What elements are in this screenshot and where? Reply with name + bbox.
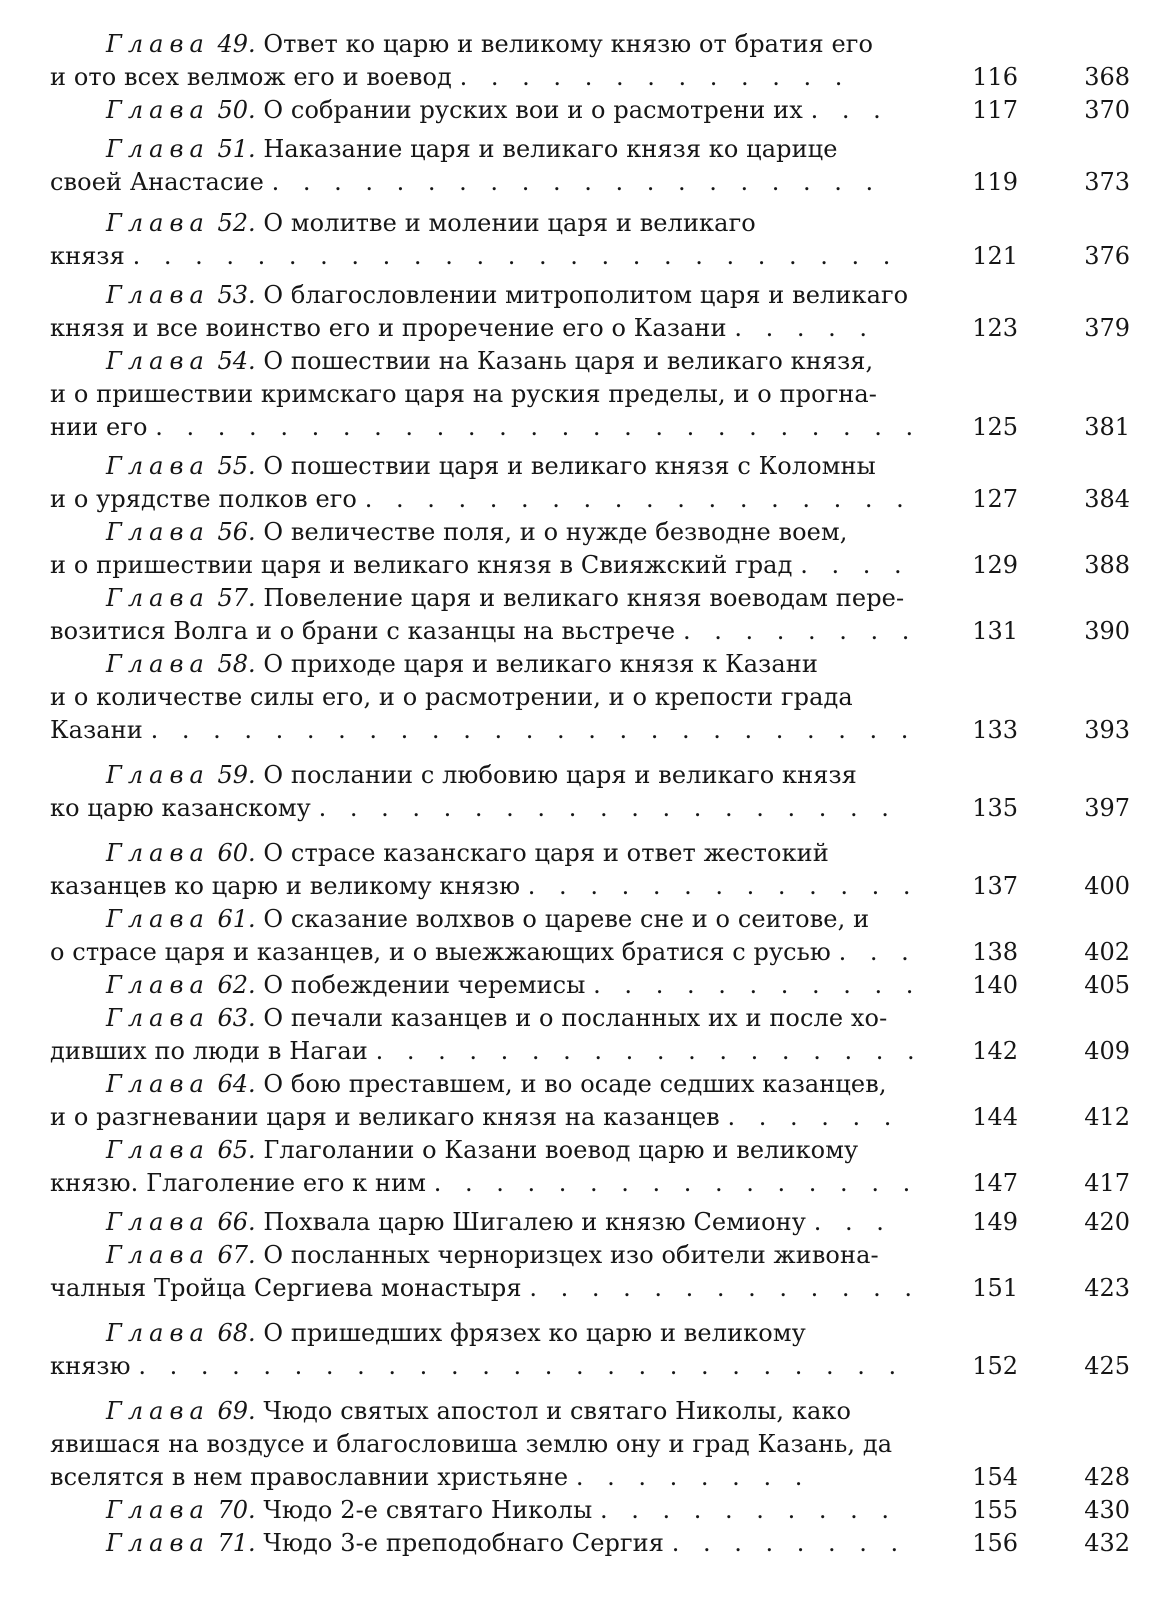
entry-title (50, 1239, 922, 1305)
entry-line (50, 1428, 922, 1461)
entry-title (50, 1527, 922, 1560)
chapter-number: 70. (217, 1496, 256, 1524)
chapter-label: Глава (106, 452, 210, 480)
entry-line (50, 1101, 922, 1134)
line-text: О посланных черноризцех изо обители живона- (263, 1241, 879, 1269)
dot-leader: . . . . . . . . (575, 1463, 811, 1491)
toc-entry (50, 1002, 1140, 1068)
page-number-primary: 155 (972, 1496, 1018, 1524)
chapter-label: Глава (106, 96, 210, 124)
entry-line (50, 648, 922, 681)
page-number-primary: 142 (972, 1037, 1018, 1065)
toc-entry (50, 837, 1140, 903)
page-number-primary: 144 (972, 1103, 1018, 1131)
page-number-primary: 154 (972, 1463, 1018, 1491)
entry-line (50, 516, 922, 549)
dot-leader: . . . . (800, 551, 910, 579)
toc-entry (50, 279, 1140, 345)
chapter-number: 58. (217, 650, 256, 678)
entry-line (50, 792, 922, 825)
line-text: Чюдо 3-е преподобнаго Сергия (263, 1529, 664, 1557)
line-text: своей Анастасие (50, 168, 264, 196)
chapter-number: 64. (217, 1070, 256, 1098)
toc-entry (50, 582, 1140, 648)
line-text: Повеление царя и великаго князя воеводам пере- (263, 584, 905, 612)
line-text: О бою преставшем, и во осаде седших казанцев, (263, 1070, 887, 1098)
entry-line (50, 1350, 922, 1383)
entry-title (50, 207, 922, 273)
page-number-primary: 116 (972, 63, 1018, 91)
page-number-secondary: 412 (1084, 1103, 1130, 1131)
chapter-label: Глава (106, 761, 210, 789)
toc-entry (50, 648, 1140, 747)
line-text: Глаголании о Казани воевод царю и великому (263, 1136, 859, 1164)
toc-entry (50, 450, 1140, 516)
page-number-primary: 123 (972, 314, 1018, 342)
entry-line (50, 837, 922, 870)
chapter-number: 62. (217, 971, 256, 999)
toc-entry (50, 1395, 1140, 1494)
line-text: нии его (50, 413, 148, 441)
toc-entry (50, 1527, 1140, 1560)
entry-line (50, 133, 922, 166)
page-number-primary: 119 (972, 168, 1018, 196)
chapter-label: Глава (106, 347, 210, 375)
line-text: О пришедших фрязех ко царю и великому (263, 1319, 806, 1347)
line-text: О благословлении митрополитом царя и великаго (263, 281, 909, 309)
chapter-label: Глава (106, 1319, 210, 1347)
line-text: О побеждении черемисы (263, 971, 586, 999)
line-text: О величестве поля, и о нужде безводне воем, (263, 518, 848, 546)
entry-title (50, 648, 922, 747)
page-number-primary: 129 (972, 551, 1018, 579)
entry-line (50, 1206, 922, 1239)
page-number-primary: 135 (972, 794, 1018, 822)
chapter-number: 57. (217, 584, 256, 612)
line-text: Ответ ко царю и великому князю от братия его (263, 30, 874, 58)
chapter-number: 54. (217, 347, 256, 375)
entry-line (50, 549, 922, 582)
entry-line (50, 759, 922, 792)
dot-leader: . . . (810, 96, 889, 124)
entry-line (50, 903, 922, 936)
page-number-secondary: 370 (1084, 96, 1130, 124)
chapter-label: Глава (106, 1208, 210, 1236)
dot-leader: . . . (838, 938, 917, 966)
page-number-secondary: 420 (1084, 1208, 1130, 1236)
line-text: О послании с любовию царя и великаго князя (263, 761, 857, 789)
entry-line (50, 483, 922, 516)
entry-title (50, 133, 922, 199)
page-number-secondary: 390 (1084, 617, 1130, 645)
line-text: О пошествии царя и великаго князя с Коломны (263, 452, 876, 480)
toc-entry (50, 903, 1140, 969)
entry-title (50, 1317, 922, 1383)
line-text: О приходе царя и великаго князя к Казани (263, 650, 818, 678)
chapter-number: 51. (217, 135, 256, 163)
page-number-primary: 137 (972, 872, 1018, 900)
entry-line (50, 1461, 922, 1494)
dot-leader: . . . . . . . . . . . . . (459, 63, 851, 91)
line-text: явишася на воздусе и благословиша землю ону и град Казань, да (50, 1430, 893, 1458)
dot-leader: . . . . . . . . . . . . . . . . . . (375, 1037, 923, 1065)
entry-line (50, 714, 922, 747)
entry-line (50, 345, 922, 378)
page-number-primary: 149 (972, 1208, 1018, 1236)
entry-line (50, 582, 922, 615)
entry-line (50, 1167, 922, 1200)
entry-line (50, 378, 922, 411)
chapter-label: Глава (106, 905, 210, 933)
toc-entry (50, 28, 1140, 94)
line-text: О печали казанцев и о посланных их и после хо- (263, 1004, 888, 1032)
toc-entry (50, 1134, 1140, 1200)
line-text: и о пришествии царя и великаго князя в Свияжский град (50, 551, 793, 579)
entry-line (50, 411, 922, 444)
chapter-number: 60. (217, 839, 256, 867)
page-number-primary: 140 (972, 971, 1018, 999)
chapter-label: Глава (106, 30, 210, 58)
chapter-label: Глава (106, 1397, 210, 1425)
page-number-secondary: 425 (1084, 1352, 1130, 1380)
line-text: возитися Волга и о брани с казанцы на вьстрече (50, 617, 676, 645)
line-text: чалныя Тройца Сергиева монастыря (50, 1274, 522, 1302)
dot-leader: . . . . . . . . . . . . . . . . . . . (318, 794, 897, 822)
entry-line (50, 1239, 922, 1272)
entry-title (50, 969, 922, 1002)
chapter-number: 68. (217, 1319, 256, 1347)
dot-leader: . . . . . . . . . . . . . (527, 872, 919, 900)
entry-line (50, 94, 922, 127)
dot-leader: . . . . . . . . . . . . . . . . . . . . . . . . . (155, 413, 922, 441)
page-number-secondary: 417 (1084, 1169, 1130, 1197)
entry-title (50, 516, 922, 582)
toc-entry (50, 1239, 1140, 1305)
line-text: О молитве и молении царя и великаго (263, 209, 756, 237)
chapter-label: Глава (106, 135, 210, 163)
toc-entry (50, 1068, 1140, 1134)
entry-line (50, 615, 922, 648)
entry-line (50, 166, 922, 199)
dot-leader: . . . . . . . . (682, 617, 918, 645)
chapter-label: Глава (106, 518, 210, 546)
page-number-primary: 151 (972, 1274, 1018, 1302)
chapter-label: Глава (106, 839, 210, 867)
entry-title (50, 582, 922, 648)
entry-line (50, 240, 922, 273)
entry-line (50, 1035, 922, 1068)
toc-entry (50, 345, 1140, 444)
entry-line (50, 1395, 922, 1428)
chapter-number: 55. (217, 452, 256, 480)
entry-line (50, 1494, 922, 1527)
entry-title (50, 759, 922, 825)
entry-line (50, 870, 922, 903)
line-text: О страсе казанскаго царя и ответ жестокий (263, 839, 829, 867)
page-number-secondary: 379 (1084, 314, 1130, 342)
chapter-label: Глава (106, 1004, 210, 1032)
entry-title (50, 1206, 922, 1239)
chapter-number: 59. (217, 761, 256, 789)
page-number-secondary: 376 (1084, 242, 1130, 270)
entry-title (50, 1494, 922, 1527)
line-text: князя и все воинство его и проречение его о Казани (50, 314, 727, 342)
entry-title (50, 1395, 922, 1494)
dot-leader: . . . . . . (727, 1103, 900, 1131)
entry-title (50, 1068, 922, 1134)
entry-line (50, 1317, 922, 1350)
chapter-number: 71. (217, 1529, 256, 1557)
toc-entry (50, 969, 1140, 1002)
page-number-secondary: 397 (1084, 794, 1130, 822)
line-text: о страсе царя и казанцев, и о выежжающих братися с русью (50, 938, 831, 966)
dot-leader: . . . . . . . . . . . . . . . . (433, 1169, 919, 1197)
entry-line (50, 1272, 922, 1305)
page-number-primary: 138 (972, 938, 1018, 966)
entry-line (50, 61, 922, 94)
line-text: О пошествии на Казань царя и великаго князя, (263, 347, 874, 375)
toc-entry (50, 1206, 1140, 1239)
line-text: Чюдо святых апостол и святаго Николы, како (263, 1397, 852, 1425)
line-text: О сказание волхвов о цареве сне и о сеитове, и (263, 905, 870, 933)
dot-leader: . . . . . (734, 314, 876, 342)
chapter-number: 63. (217, 1004, 256, 1032)
dot-leader: . . . . . . . . (671, 1529, 907, 1557)
entry-title (50, 1134, 922, 1200)
page-number-primary: 156 (972, 1529, 1018, 1557)
page-number-secondary: 400 (1084, 872, 1130, 900)
toc-entry (50, 207, 1140, 273)
line-text: князя (50, 242, 125, 270)
entry-line (50, 312, 922, 345)
line-text: О собрании руских вои и о расмотрени их (263, 96, 803, 124)
page-number-primary: 152 (972, 1352, 1018, 1380)
page-number-secondary: 430 (1084, 1496, 1130, 1524)
line-text: и о количестве силы его, и о расмотрении, и о крепости града (50, 683, 853, 711)
chapter-label: Глава (106, 1529, 210, 1557)
page-number-secondary: 405 (1084, 971, 1130, 999)
page-number-secondary: 373 (1084, 168, 1130, 196)
line-text: и ото всех велмож его и воевод (50, 63, 452, 91)
page-number-secondary: 423 (1084, 1274, 1130, 1302)
line-text: Наказание царя и великаго князя ко царице (263, 135, 838, 163)
entry-line (50, 969, 922, 1002)
entry-line (50, 1134, 922, 1167)
entry-title (50, 94, 922, 127)
dot-leader: . . . . . . . . . . (600, 1496, 897, 1524)
page-number-secondary: 368 (1084, 63, 1130, 91)
line-text: ко царю казанскому (50, 794, 311, 822)
page-number-secondary: 393 (1084, 716, 1130, 744)
dot-leader: . . . . . . . . . . . . . (529, 1274, 921, 1302)
line-text: казанцев ко царю и великому князю (50, 872, 521, 900)
entry-title (50, 903, 922, 969)
entry-title (50, 1002, 922, 1068)
chapter-label: Глава (106, 1496, 210, 1524)
line-text: и о пришествии кримскаго царя на руския пределы, и о прогна- (50, 380, 878, 408)
chapter-label: Глава (106, 1136, 210, 1164)
entry-line (50, 279, 922, 312)
toc-entry (50, 94, 1140, 127)
chapter-label: Глава (106, 971, 210, 999)
entry-title (50, 345, 922, 444)
page-number-primary: 125 (972, 413, 1018, 441)
chapter-number: 50. (217, 96, 256, 124)
toc-entry (50, 759, 1140, 825)
chapter-label: Глава (106, 584, 210, 612)
entry-line (50, 681, 922, 714)
page-number-secondary: 381 (1084, 413, 1130, 441)
page-number-secondary: 432 (1084, 1529, 1130, 1557)
entry-line (50, 450, 922, 483)
entry-title (50, 28, 922, 94)
chapter-number: 49. (217, 30, 256, 58)
page-number-secondary: 409 (1084, 1037, 1130, 1065)
line-text: князю (50, 1352, 131, 1380)
dot-leader: . . . . . . . . . . . . . . . . . . . . . . . . . (132, 242, 899, 270)
page-number-secondary: 402 (1084, 938, 1130, 966)
line-text: Похвала царю Шигалею и князю Семиону (263, 1208, 806, 1236)
entry-line (50, 207, 922, 240)
toc-entry (50, 516, 1140, 582)
toc-entry (50, 1494, 1140, 1527)
chapter-number: 56. (217, 518, 256, 546)
entry-line (50, 936, 922, 969)
page-number-primary: 133 (972, 716, 1018, 744)
page-number-primary: 131 (972, 617, 1018, 645)
line-text: дивших по люди в Нагаи (50, 1037, 368, 1065)
entry-title (50, 837, 922, 903)
chapter-label: Глава (106, 1070, 210, 1098)
page-number-primary: 121 (972, 242, 1018, 270)
entry-line (50, 1527, 922, 1560)
chapter-number: 69. (217, 1397, 256, 1425)
chapter-label: Глава (106, 281, 210, 309)
entry-line (50, 1068, 922, 1101)
chapter-label: Глава (106, 1241, 210, 1269)
page-number-primary: 127 (972, 485, 1018, 513)
dot-leader: . . . . . . . . . . . (593, 971, 922, 999)
chapter-number: 61. (217, 905, 256, 933)
table-of-contents (50, 28, 1140, 1560)
chapter-number: 65. (217, 1136, 256, 1164)
toc-entry (50, 1317, 1140, 1383)
line-text: и о разгневании царя и великаго князя на казанцев (50, 1103, 720, 1131)
chapter-number: 66. (217, 1208, 256, 1236)
page-number-primary: 147 (972, 1169, 1018, 1197)
chapter-number: 67. (217, 1241, 256, 1269)
dot-leader: . . . . . . . . . . . . . . . . . . . . (271, 168, 882, 196)
entry-title (50, 279, 922, 345)
dot-leader: . . . . . . . . . . . . . . . . . . . . . . . . . (150, 716, 917, 744)
line-text: князю. Глаголение его к ним (50, 1169, 426, 1197)
entry-line (50, 1002, 922, 1035)
toc-entry (50, 133, 1140, 199)
dot-leader: . . . (813, 1208, 892, 1236)
page-number-primary: 117 (972, 96, 1018, 124)
line-text: Чюдо 2-е святаго Николы (263, 1496, 593, 1524)
page-number-secondary: 388 (1084, 551, 1130, 579)
line-text: вселятся в нем православнии христьяне (50, 1463, 569, 1491)
dot-leader: . . . . . . . . . . . . . . . . . . . . . . . . . (138, 1352, 905, 1380)
entry-line (50, 28, 922, 61)
line-text: Казани (50, 716, 143, 744)
page-number-secondary: 428 (1084, 1463, 1130, 1491)
line-text: и о урядстве полков его (50, 485, 357, 513)
chapter-number: 53. (217, 281, 256, 309)
entry-title (50, 450, 922, 516)
chapter-label: Глава (106, 650, 210, 678)
chapter-number: 52. (217, 209, 256, 237)
dot-leader: . . . . . . . . . . . . . . . . . . (364, 485, 912, 513)
chapter-label: Глава (106, 209, 210, 237)
page-number-secondary: 384 (1084, 485, 1130, 513)
